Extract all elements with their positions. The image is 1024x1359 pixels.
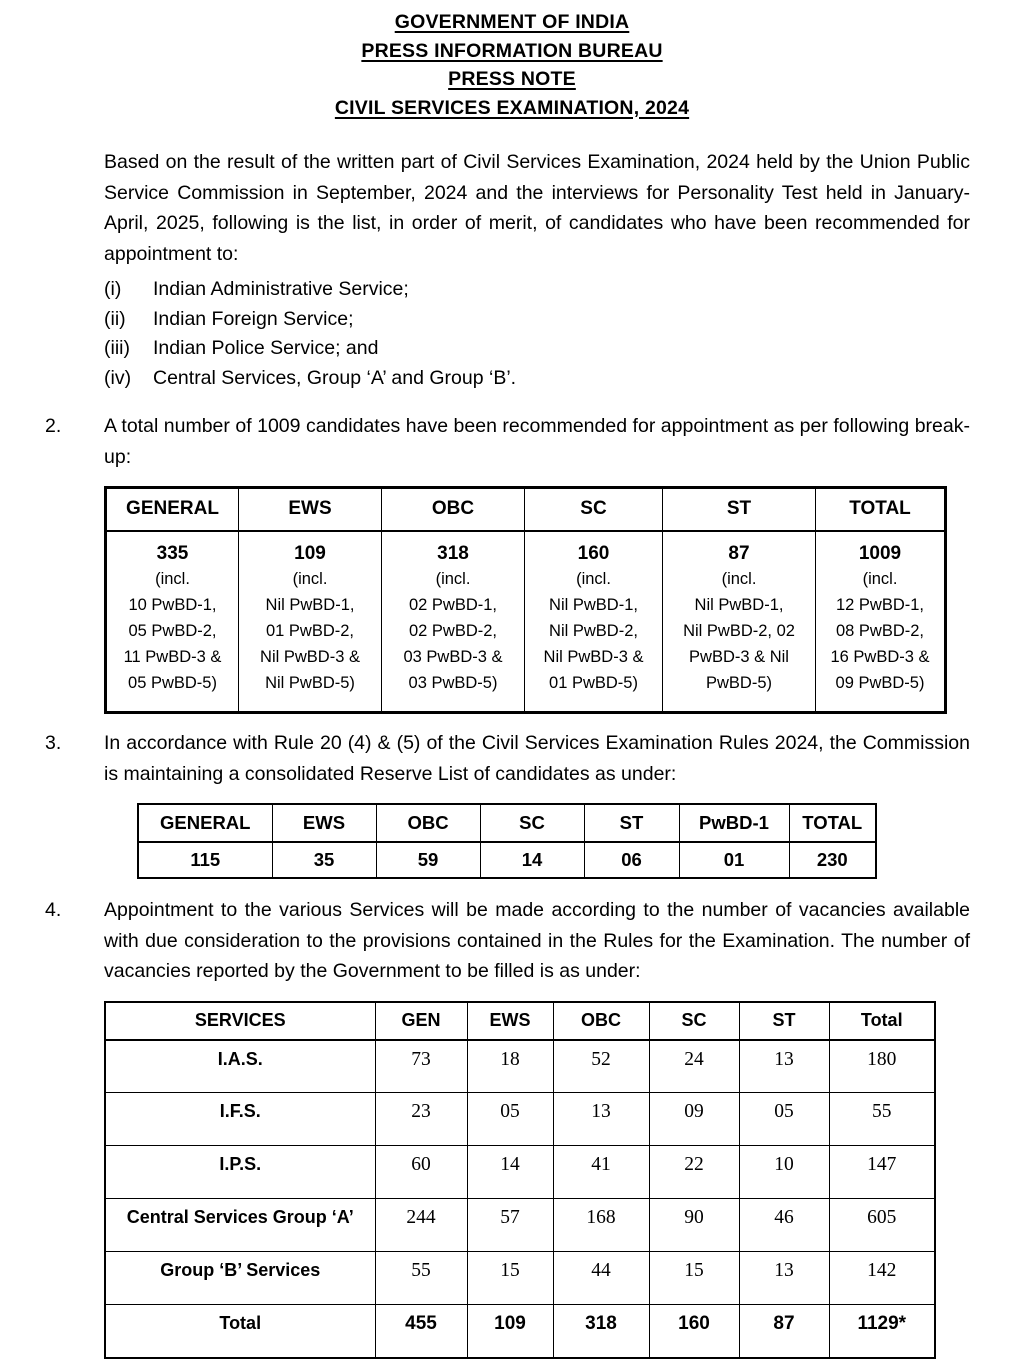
table-row	[105, 1040, 935, 1093]
service-name: Group ‘B’ Services	[105, 1252, 375, 1305]
list-item-label: Indian Foreign Service;	[153, 307, 354, 330]
heading-exam-title	[0, 94, 1024, 123]
services-table-container	[0, 1001, 1024, 1359]
column-header-obc: OBC	[382, 488, 525, 531]
breakup-note: (incl. 12 PwBD-1, 08 PwBD-2, 16 PwBD-3 & 09 PwBD-5)	[830, 569, 930, 692]
service-name: I.P.S.	[105, 1146, 375, 1199]
service-gen: 23	[375, 1093, 467, 1146]
heading-press-note	[0, 65, 1024, 94]
heading-exam-title-text: CIVIL SERVICES EXAMINATION, 2024	[334, 96, 690, 119]
service-ews: 14	[467, 1146, 553, 1199]
service-obc: 41	[553, 1146, 649, 1199]
total-obc: 318	[553, 1305, 649, 1358]
heading-press-information-bureau	[0, 37, 1024, 66]
heading-government-of-india-text: GOVERNMENT OF INDIA	[394, 11, 630, 33]
column-header-st: ST	[739, 1002, 829, 1040]
service-gen: 60	[375, 1146, 467, 1199]
column-header-total: TOTAL	[816, 488, 946, 531]
list-item	[104, 275, 970, 305]
table-row	[105, 1093, 935, 1146]
table-row	[105, 1146, 935, 1199]
breakup-note: (incl. Nil PwBD-1, 01 PwBD-2, Nil PwBD-3 & Nil PwBD-5)	[260, 569, 360, 692]
service-total: 180	[829, 1040, 935, 1093]
breakup-cell-st	[663, 531, 816, 713]
breakup-note: (incl. 02 PwBD-1, 02 PwBD-2, 03 PwBD-3 & 03 PwBD-5)	[403, 569, 503, 692]
list-item-label: Indian Administrative Service;	[153, 278, 409, 300]
total-label: Total	[105, 1305, 375, 1358]
section-3-number: 3.	[45, 732, 62, 754]
service-sc: 09	[649, 1093, 739, 1146]
section-2-paragraph: A total number of 1009 candidates have been recommended for appointment as per following break-up:	[104, 415, 970, 468]
service-st: 10	[739, 1146, 829, 1199]
table-total-row	[105, 1305, 935, 1358]
total-overall: 1129*	[829, 1305, 935, 1358]
service-st: 46	[739, 1199, 829, 1252]
service-gen: 73	[375, 1040, 467, 1093]
list-marker: (iv)	[104, 366, 132, 389]
list-marker: (iii)	[104, 337, 130, 359]
column-header-general: GENERAL	[138, 804, 272, 842]
table-row	[105, 1199, 935, 1252]
section-3-paragraph: In accordance with Rule 20 (4) & (5) of the Civil Services Examination Rules 2024, the Commission is maintaining a consolidated Reserve List of candidates as under:	[104, 732, 970, 785]
column-header-total: TOTAL	[789, 804, 876, 842]
breakup-table	[104, 486, 947, 714]
table-header-row	[105, 1002, 935, 1040]
breakup-note: (incl. Nil PwBD-1, Nil PwBD-2, 02 PwBD-3 & Nil PwBD-5)	[683, 569, 795, 692]
list-item-label: Central Services, Group ‘A’ and Group ‘B’.	[153, 366, 517, 389]
breakup-cell-obc	[382, 531, 525, 713]
service-sc: 15	[649, 1252, 739, 1305]
heading-press-note-text: PRESS NOTE	[448, 68, 576, 90]
breakup-count: 318	[437, 542, 469, 564]
reserve-table-container	[0, 803, 1024, 879]
list-marker: (i)	[104, 278, 122, 300]
total-gen: 455	[375, 1305, 467, 1358]
document-body	[0, 122, 1024, 472]
reserve-value-obc: 59	[376, 842, 480, 878]
service-gen: 55	[375, 1252, 467, 1305]
column-header-ews: EWS	[272, 804, 376, 842]
breakup-count: 335	[156, 542, 189, 564]
service-st: 13	[739, 1040, 829, 1093]
column-header-obc: OBC	[553, 1002, 649, 1040]
column-header-ews: EWS	[239, 488, 382, 531]
section-2	[45, 411, 970, 472]
breakup-count: 160	[577, 542, 610, 564]
reserve-list-table	[137, 803, 877, 879]
service-st: 05	[739, 1093, 829, 1146]
breakup-cell-ews	[239, 531, 382, 713]
list-item	[104, 364, 970, 394]
service-sc: 24	[649, 1040, 739, 1093]
service-obc: 168	[553, 1199, 649, 1252]
breakup-note: (incl. 10 PwBD-1, 05 PwBD-2, 11 PwBD-3 & 05 PwBD-5)	[123, 569, 222, 692]
service-ews: 18	[467, 1040, 553, 1093]
breakup-cell-general	[106, 531, 239, 713]
reserve-value-general: 115	[138, 842, 272, 878]
breakup-count: 87	[728, 542, 750, 564]
breakup-note: (incl. Nil PwBD-1, Nil PwBD-2, Nil PwBD-3 & 01 PwBD-5)	[543, 569, 644, 692]
heading-government-of-india	[0, 8, 1024, 37]
service-ews: 15	[467, 1252, 553, 1305]
column-header-services: SERVICES	[105, 1002, 375, 1040]
column-header-st: ST	[663, 488, 816, 531]
intro-paragraph: Based on the result of the written part of Civil Services Examination, 2024 held by the Union Public Service Commission in September, 2024 and the interviews for Personality Test held in January-April, 2025, following is the list, in order of merit, of candidates who have been recommended for appointment to:	[104, 151, 970, 265]
list-marker: (ii)	[104, 307, 126, 330]
document-body-2	[0, 728, 1024, 789]
list-item	[104, 334, 970, 364]
service-ews: 05	[467, 1093, 553, 1146]
service-obc: 52	[553, 1040, 649, 1093]
column-header-ews: EWS	[467, 1002, 553, 1040]
service-obc: 13	[553, 1093, 649, 1146]
services-list	[45, 275, 970, 393]
heading-press-information-bureau-text: PRESS INFORMATION BUREAU	[361, 39, 663, 62]
service-sc: 22	[649, 1146, 739, 1199]
service-total: 147	[829, 1146, 935, 1199]
document-body-3	[0, 895, 1024, 987]
column-header-gen: GEN	[375, 1002, 467, 1040]
table-header-row	[106, 488, 946, 531]
breakup-cell-sc	[525, 531, 663, 713]
section-4-paragraph: Appointment to the various Services will be made according to the number of vacancies available with due consideration to the provisions contained in the Rules for the Examination. The number of vacancies reported by the Government to be filled is as under:	[104, 899, 970, 982]
column-header-obc: OBC	[376, 804, 480, 842]
reserve-value-pwbd1: 01	[679, 842, 789, 878]
service-obc: 44	[553, 1252, 649, 1305]
service-total: 605	[829, 1199, 935, 1252]
column-header-sc: SC	[480, 804, 584, 842]
services-vacancies-table	[104, 1001, 936, 1359]
breakup-count: 109	[294, 542, 326, 564]
column-header-st: ST	[584, 804, 679, 842]
total-ews: 109	[467, 1305, 553, 1358]
service-ews: 57	[467, 1199, 553, 1252]
column-header-pwbd1: PwBD-1	[679, 804, 789, 842]
service-name: Central Services Group ‘A’	[105, 1199, 375, 1252]
table-header-row	[138, 804, 876, 842]
service-total: 142	[829, 1252, 935, 1305]
table-row	[138, 842, 876, 878]
total-sc: 160	[649, 1305, 739, 1358]
column-header-total: Total	[829, 1002, 935, 1040]
table-row	[106, 531, 946, 713]
section-4	[45, 895, 970, 987]
service-st: 13	[739, 1252, 829, 1305]
table-row	[105, 1252, 935, 1305]
section-2-number: 2.	[45, 415, 62, 437]
document-heading	[0, 0, 1024, 122]
service-name: I.F.S.	[105, 1093, 375, 1146]
service-sc: 90	[649, 1199, 739, 1252]
total-st: 87	[739, 1305, 829, 1358]
reserve-value-ews: 35	[272, 842, 376, 878]
column-header-sc: SC	[525, 488, 663, 531]
service-name: I.A.S.	[105, 1040, 375, 1093]
service-gen: 244	[375, 1199, 467, 1252]
reserve-value-sc: 14	[480, 842, 584, 878]
reserve-value-st: 06	[584, 842, 679, 878]
section-4-number: 4.	[45, 899, 62, 921]
breakup-table-container	[0, 486, 1024, 714]
service-total: 55	[829, 1093, 935, 1146]
breakup-count: 1009	[858, 542, 902, 564]
reserve-value-total: 230	[789, 842, 876, 878]
column-header-sc: SC	[649, 1002, 739, 1040]
column-header-general: GENERAL	[106, 488, 239, 531]
section-3	[45, 728, 970, 789]
list-item-label: Indian Police Service; and	[153, 337, 379, 359]
breakup-cell-total	[816, 531, 946, 713]
list-item	[104, 305, 970, 335]
